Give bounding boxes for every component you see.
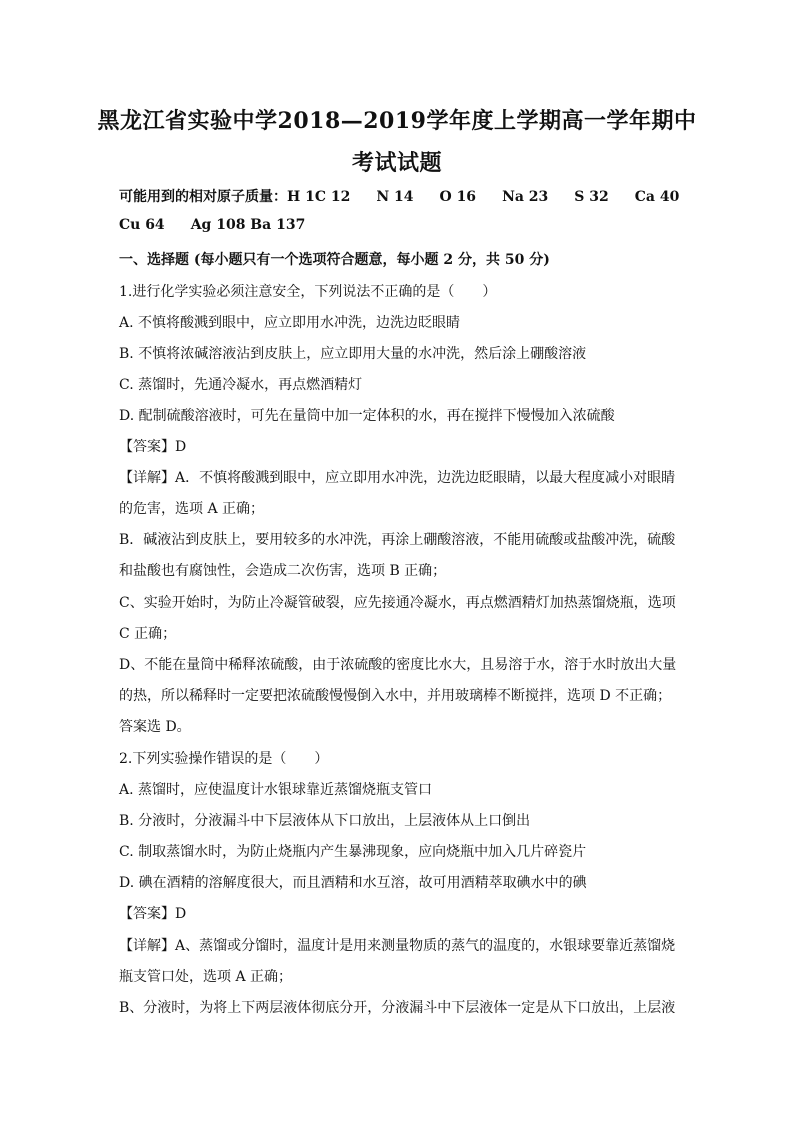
exam-title-line1: 黑龙江省实验中学2018—2019学年度上学期高一学年期中 xyxy=(97,108,697,134)
question-1-explanation-line: 的危害，选项 A 正确； xyxy=(119,501,265,517)
atomic-mass: Na 23 xyxy=(502,189,549,205)
question-2-explanation-line: B、分液时，为将上下两层液体彻底分开，分液漏斗中下层液体一定是从下口放出，上层液 xyxy=(119,1000,676,1016)
question-1-explanation-line: C 正确； xyxy=(119,626,177,642)
question-1-explanation-line: 的热，所以稀释时一定要把浓硫酸慢慢倒入水中，并用玻璃棒不断搅拌，选项 D 不正确； xyxy=(119,688,672,704)
question-1-option-c: C. 蒸馏时，先通冷凝水，再点燃酒精灯 xyxy=(119,377,363,393)
atomic-mass: S 32 xyxy=(574,189,609,205)
atomic-masses-row2 xyxy=(119,217,676,233)
question-1-explanation-line: B．碱液沾到皮肤上，要用较多的水冲洗，再涂上硼酸溶液，不能用硫酸或盐酸冲洗，硫酸 xyxy=(119,532,676,548)
question-2-stem: 2.下列实验操作错误的是（ ） xyxy=(119,751,329,767)
question-1-explanation-line: 答案选 D。 xyxy=(119,719,191,735)
question-2-option-c: C. 制取蒸馏水时，为防止烧瓶内产生暴沸现象，应向烧瓶中加入几片碎瓷片 xyxy=(119,844,587,860)
question-1-explanation-line: C、实验开始时，为防止冷凝管破裂，应先接通冷凝水，再点燃酒精灯加热蒸馏烧瓶，选项 xyxy=(119,595,676,611)
atomic-mass: Ag 108 Ba 137 xyxy=(190,217,306,233)
atomic-mass: Cu 64 xyxy=(119,217,165,233)
question-2-option-a: A. 蒸馏时，应使温度计水银球靠近蒸馏烧瓶支管口 xyxy=(119,782,433,798)
question-1-explanation-line: 和盐酸也有腐蚀性，会造成二次伤害，选项 B 正确； xyxy=(119,563,447,579)
question-1-stem: 1.进行化学实验必须注意安全，下列说法不正确的是（ ） xyxy=(119,284,497,300)
question-1-option-d: D. 配制硫酸溶液时，可先在量筒中加一定体积的水，再在搅拌下慢慢加入浓硫酸 xyxy=(119,408,615,424)
atomic-masses-label: 可能用到的相对原子质量： xyxy=(119,189,287,205)
atomic-mass: O 16 xyxy=(439,189,477,205)
question-1-option-a: A. 不慎将酸溅到眼中，应立即用水冲洗，边洗边眨眼睛 xyxy=(119,315,461,331)
question-2-explanation-line: 【详解】A、蒸馏或分馏时，温度计是用来测量物质的蒸气的温度的，水银球要靠近蒸馏烧 xyxy=(119,938,676,954)
exam-title-line2: 考试试题 xyxy=(351,150,442,176)
question-2-option-d: D. 碘在酒精的溶解度很大，而且酒精和水互溶，故可用酒精萃取碘水中的碘 xyxy=(119,875,587,891)
question-2-answer: 【答案】D xyxy=(119,906,187,922)
atomic-mass: Ca 40 xyxy=(634,189,680,205)
section-heading: 一、选择题 (每小题只有一个选项符合题意，每小题 2 分，共 50 分) xyxy=(119,252,550,268)
atomic-masses-row1 xyxy=(119,186,680,206)
atomic-mass: N 14 xyxy=(376,189,414,205)
question-2-explanation-line: 瓶支管口处，选项 A 正确； xyxy=(119,969,293,985)
question-2-option-b: B. 分液时，分液漏斗中下层液体从下口放出，上层液体从上口倒出 xyxy=(119,813,531,829)
question-1-explanation-line: D、不能在量筒中稀释浓硫酸，由于浓硫酸的密度比水大，且易溶于水，溶于水时放出大量 xyxy=(119,657,677,673)
question-1-answer: 【答案】D xyxy=(119,439,187,455)
atomic-mass: H 1C 12 xyxy=(287,189,351,205)
question-1-option-b: B. 不慎将浓碱溶液沾到皮肤上，应立即用大量的水冲洗，然后涂上硼酸溶液 xyxy=(119,346,587,362)
question-1-explanation-line: 【详解】A．不慎将酸溅到眼中，应立即用水冲洗，边洗边眨眼睛，以最大程度减小对眼睛 xyxy=(119,470,676,486)
